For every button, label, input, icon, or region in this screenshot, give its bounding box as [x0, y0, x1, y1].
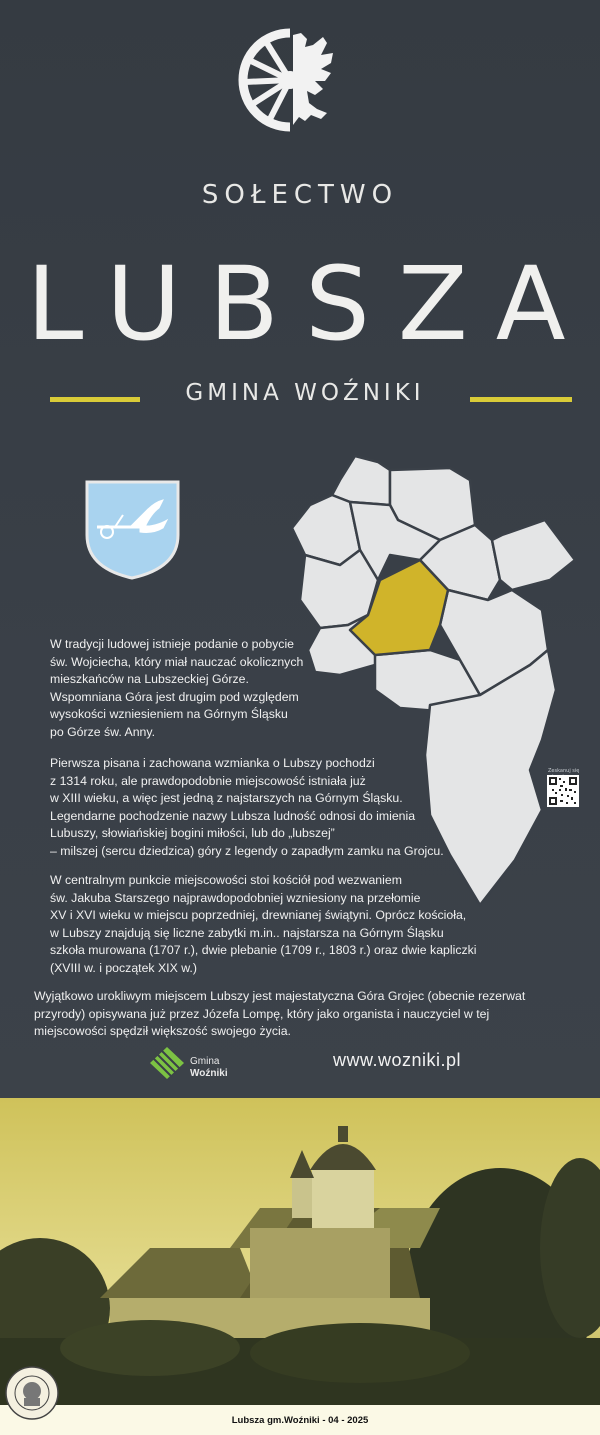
qr-caption: Zeskanuj się	[548, 768, 580, 774]
gmina-wozniki-logo-icon	[148, 1045, 186, 1081]
text-line: w XIII wieku, a więc jest jedną z najstarszych na Górnym Śląsku.	[50, 791, 403, 805]
text-line: – milszej (sercu dziedzica) góry z legendy o zapadłym zamku na Grojcu.	[50, 843, 444, 858]
paragraph-legend	[50, 636, 320, 741]
text-line: św. Jakuba Starszego najprawdopodobniej wzniesiony na przełomie	[50, 890, 421, 905]
text-line: po Górze św. Anny.	[50, 724, 156, 739]
text-line: Wyjątkowo urokliwym miejscem Lubszy jest majestatyczna Góra Grojec (obecnie rezerwat	[34, 989, 526, 1003]
website-link[interactable]: www.wozniki.pl	[333, 1050, 462, 1070]
photo-caption: Lubsza gm.Woźniki - 04 - 2025	[231, 1415, 369, 1426]
paragraph-grojec	[34, 988, 554, 1041]
text-line: Lubuszy, słowiańskiej bogini miłości, lub do „lubszej”	[50, 826, 335, 840]
logo-line-1: Gmina	[190, 1056, 220, 1067]
text-line: szkoła murowana (1707 r.), dwie plebanie (1709 r., 1803 r.) oraz dwie kapliczki	[50, 943, 477, 957]
map-region-far-east	[492, 520, 575, 590]
paragraph-church	[50, 872, 480, 977]
text-line: W tradycji ludowej istnieje podanie o pobycie	[50, 637, 295, 651]
text-line: św. Wojciecha, który miał nauczać okolicznych	[50, 654, 304, 669]
logo-line-2: Woźniki	[190, 1068, 228, 1079]
gmina-label: GMINA WOŹNIKI	[185, 380, 425, 406]
text-line: W centralnym punkcie miejscowości stoi kościół pod wezwaniem	[50, 873, 402, 887]
text-line: przyrody) opisywana już przez Józefa Lompę, który jako organista i nauczyciel w tej	[34, 1006, 490, 1021]
accent-line-right	[470, 397, 572, 402]
text-line: Pierwsza pisana i zachowana wzmianka o Lubszy pochodzi	[50, 756, 375, 770]
text-line: XV i XVI wieku w miejscu poprzedniej, drewnianej świątyni. Oprócz kościoła,	[50, 908, 467, 922]
text-line: z 1314 roku, ale prawdopodobnie miejscowość istniała już	[50, 773, 366, 788]
photographer-stamp-icon	[4, 1365, 60, 1421]
page-title: LUBSZA	[26, 245, 594, 364]
plough-coat-of-arms-icon	[85, 480, 180, 580]
text-line: Legendarne pochodzenie nazwy Lubsza ludność odnosi do imienia	[50, 808, 416, 823]
text-line: miejscowości spędził większość swojego życia.	[34, 1024, 291, 1038]
text-line: Wspomniana Góra jest drugim pod względem	[50, 689, 299, 704]
text-line: wysokości wzniesieniem na Górnym Śląsku	[50, 707, 288, 721]
church-photo	[0, 1098, 600, 1405]
wheel-eagle-emblem-icon	[235, 25, 345, 135]
gmina-row	[0, 380, 600, 420]
qr-code[interactable]	[547, 775, 579, 807]
settlement-label: SOŁECTWO	[201, 180, 399, 210]
text-line: mieszkańców na Lubszeckiej Górze.	[50, 672, 249, 686]
accent-line-left	[50, 397, 140, 402]
gmina-wozniki-logo	[148, 1045, 228, 1085]
text-line: (XVIII w. i początek XIX w.)	[50, 960, 197, 975]
text-line: w Lubszy znajdują się liczne zabytki m.in.. najstarsza na Górnym Śląsku	[50, 925, 444, 940]
paragraph-history	[50, 755, 470, 860]
